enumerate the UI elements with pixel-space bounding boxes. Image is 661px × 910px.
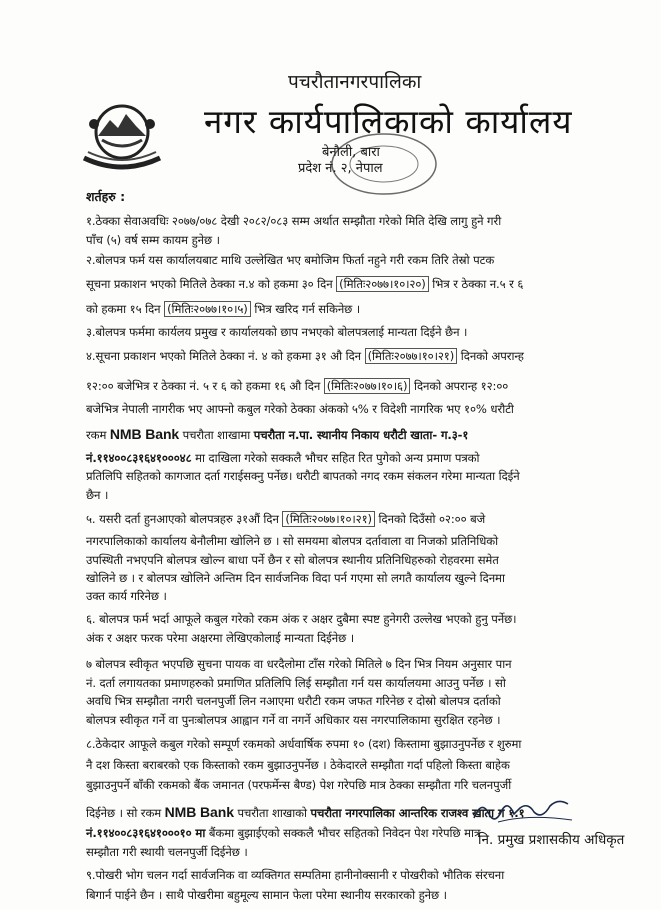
- terms-text: ६. बोलपत्र फर्म भर्दा आफूले कबुल गरेको रकम अंक र अक्षर दुबैमा स्पष्ट हुनेगरी उल्लेख भएको हुनु पर्नेछ।: [86, 612, 517, 626]
- terms-line: [86, 631, 354, 646]
- terms-line: [86, 402, 514, 417]
- terms-text: दिनको अपरान्ह: [457, 349, 524, 363]
- terms-text: (मितिः२०७७।१०।२१): [365, 348, 458, 364]
- terms-text: पचरौता नगरपालिका आन्तरिक राजश्व खाता ग १.१: [310, 806, 525, 820]
- terms-text: सम्झौता गरी स्थायी चलनपुर्जी दिईनेछ ।: [86, 845, 248, 859]
- terms-line: [86, 571, 505, 586]
- terms-text: खोलिने छ । र बोलपत्र खोलिने अन्तिम दिन सार्वजनिक विदा पर्न गएमा सो लगतै कार्यालय खुल्ने दिनमा: [86, 571, 505, 585]
- terms-line: [86, 657, 511, 672]
- terms-line: [86, 553, 499, 568]
- terms-line: [86, 778, 511, 793]
- terms-text: (मितिः२०७७।१०।२०): [336, 276, 429, 292]
- terms-line: [86, 512, 485, 527]
- terms-line: [86, 426, 468, 443]
- terms-text: नं.११४००८३१६४१०००१० मा: [86, 826, 206, 840]
- terms-text: बुझाउनुपर्ने बाँकी रकमको बैंक जमानत (परफर्मेन्स बैण्ड) पेश गरेपछि मात्र ठेक्का सम्झौता गरि चलनपुर्जी: [86, 778, 512, 792]
- terms-text: ९.पोखरी भोग चलन गर्दा सार्वजनिक वा व्यक्तिगत सम्पतिमा हानीनोक्सानी र पोखरीको भौतिक संरचना: [86, 868, 505, 882]
- terms-text: (मितिः२०७७।१०।५): [164, 301, 251, 317]
- terms-line: [86, 253, 494, 268]
- terms-text: ७ बोलपत्र स्वीकृत भएपछि सुचना पायक वा धरदैलोमा टाँस गरेको मितिले ७ दिन भित्र नियम अनुसार पान: [86, 657, 512, 671]
- terms-line: [86, 469, 520, 484]
- terms-text: १.ठेक्का सेवाअवधिः २०७७/०७८ देखी २०८२/०८३ सम्म अर्थात सम्झौता गरेको मिति देखि लागु हुने गरी: [86, 214, 502, 228]
- terms-line: [86, 694, 501, 709]
- terms-text: पचरौता न.पा. स्थानीय निकाय धरौटी खाता- ग.३-१: [253, 428, 469, 442]
- terms-text: पचरौता शाखाको: [233, 806, 311, 820]
- terms-line: [86, 534, 498, 549]
- terms-line: [86, 302, 360, 317]
- terms-line: [86, 804, 525, 821]
- terms-text: NMB Bank: [164, 804, 234, 820]
- terms-text: अवधि भित्र सम्झौता नगरी चलनपुर्जी लिन नआएमा धरौटी रकम जफत गरिनेछ र दोस्रो बोलपत्र दर्ताको: [86, 694, 501, 708]
- terms-text: रकम: [86, 428, 110, 442]
- terms-text: दिनको अपरान्ह १२:००: [410, 379, 509, 393]
- terms-text: भित्र खरिद गर्न सकिनेछ ।: [250, 302, 361, 316]
- terms-text: अंक र अक्षर फरक परेमा अक्षरमा लेखिएकोलाई मान्यता दिईनेछ ।: [86, 631, 355, 645]
- terms-line: [86, 612, 516, 627]
- terms-line: [86, 737, 521, 752]
- terms-text: नं.११४००८३१६४१०००४८: [86, 451, 192, 465]
- terms-text: पचरौता शाखामा: [179, 428, 254, 442]
- terms-text: पाँच (५) वर्ष सम्म कायम हुनेछ ।: [86, 233, 220, 247]
- terms-text: दिईनेछ । सो रकम: [86, 806, 165, 820]
- terms-line: [86, 868, 504, 883]
- terms-text: उक्त कार्य गरिनेछ ।: [86, 589, 167, 603]
- terms-line: [86, 589, 167, 604]
- terms-line: [86, 758, 510, 773]
- terms-text: बजेभित्र नेपाली नागरीक भए आफ्नो कबुल गरेको ठेक्का अंकको ५% र विदेशी नागरिक भए १०% धरौटी: [86, 402, 514, 416]
- terms-text: ५. यसरी दर्ता हुनआएको बोलपत्रहरु ३१औं दिन: [86, 512, 283, 526]
- terms-line: [86, 488, 108, 503]
- terms-text: (मितिः२०७७।१०।२१): [282, 511, 375, 527]
- terms-text: को हकमा १५ दिन: [86, 302, 165, 316]
- terms-text: (मितिः२०७७।१०।६): [324, 378, 411, 394]
- terms-line: [86, 277, 523, 292]
- nepal-emblem-icon: [74, 96, 170, 176]
- terms-text: नगरपालिकाको कार्यालय बेनौलीमा खोलिने छ । सो समयमा बोलपत्र दर्तावाला वा निजको प्रतिनिधिको: [86, 534, 499, 548]
- terms-text: ८.ठेकेदार आफूले कबुल गरेको सम्पूर्ण रकमको अर्धवार्षिक रुपमा १० (दश) किस्तामा बुझाउनुपर्नेछ र शुरुमा: [86, 737, 522, 751]
- terms-heading: शर्तहरु :: [86, 189, 126, 204]
- signature-label: नि. प्रमुख प्रशासकीय अधिकृत: [478, 832, 625, 848]
- terms-line: [86, 845, 248, 860]
- terms-text: भित्र र ठेक्का न.५ र ६: [428, 277, 524, 291]
- terms-text: उपस्थिती नभएपनि बोलपत्र खोल्न बाधा पर्ने छैन र सो बोलपत्र स्थानीय प्रतिनिधिहरुको रोहवरमा समेत: [86, 553, 499, 567]
- terms-line: [86, 713, 500, 728]
- terms-text: नै दश किस्ता बराबरको एक किस्ताको रकम बुझाउनुपर्नेछ । ठेकेदारले सम्झौता गर्दा पहिलो किस्ता बाहेक: [86, 758, 510, 772]
- terms-text: छैन ।: [86, 488, 109, 502]
- terms-line: [86, 676, 506, 691]
- terms-line: [86, 888, 447, 903]
- terms-text: दिनको दिउँसो ०२:०० बजे: [374, 512, 486, 526]
- terms-text: प्रतिलिपि सहितको कागजात दर्ता गराईसक्नु पर्नेछ। धरौटी बापतको नगद रकम संकलन गरेमा मान्यता दिईने: [86, 469, 520, 483]
- address-line-2: प्रदेश नं. २, नेपाल: [298, 161, 383, 176]
- terms-line: [86, 451, 479, 466]
- signature-icon: [468, 790, 578, 830]
- terms-line: [86, 379, 508, 394]
- terms-text: बैंकमा बुझाईएको सक्कलै भौचर सहितको निवेदन पेश गरेपछि मात्र: [205, 826, 481, 840]
- terms-text: २.बोलपत्र फर्म यस कार्यालयबाट माथि उल्लेखित भए बमोजिम फिर्ता नहुने गरी रकम तिरि तेस्रो पटक: [86, 253, 495, 267]
- terms-line: [86, 826, 480, 841]
- terms-text: बोलपत्र स्वीकृत गर्ने वा पुनःबोलपत्र आह्वान गर्ने वा नगर्ने अधिकार यस नगरपालिकामा सुरक्षित रहनेछ ।: [86, 713, 501, 727]
- office-title: नगर कार्यपालिकाको कार्यालय: [204, 102, 573, 141]
- terms-text: बिगार्न पाईने छैन । साथै पोखरीमा बहुमूल्य सामान फेला परेमा स्थानीय सरकारको हुनेछ ।: [86, 888, 447, 902]
- terms-text: NMB Bank: [109, 426, 180, 442]
- terms-text: ४.सूचना प्रकाशन भएको मितिले ठेक्का नं. ४ को हकमा ३१ औ दिन: [86, 349, 365, 363]
- terms-line: [86, 349, 524, 364]
- address-line-1: बेनौली, बारा: [322, 145, 380, 160]
- terms-text: नं. दर्ता लगायतका प्रमाणहरुको प्रमाणित प्रतिलिपि लिई सम्झौता गर्न यस कार्यालयमा आउनु पर्नेछ । सो: [86, 676, 506, 690]
- terms-text: ३.बोलपत्र फर्ममा कार्यलय प्रमुख र कार्यालयको छाप नभएको बोलपत्रलाई मान्यता दिईने छैन ।: [86, 325, 468, 339]
- terms-text: १२:०० बजेभित्र र ठेक्का नं. ५ र ६ को हकमा १६ औ दिन: [86, 379, 324, 393]
- terms-line: [86, 233, 220, 248]
- terms-line: [86, 325, 467, 340]
- terms-text: सूचना प्रकाशन भएको मितिले ठेक्का न.४ को हकमा ३० दिन: [86, 277, 337, 291]
- municipality-name: पचरौतानगरपालिका: [288, 71, 422, 93]
- terms-line: [86, 214, 501, 229]
- terms-text: मा दाखिला गरेको सक्कलै भौचर सहित रित पुगेको अन्य प्रमाण पत्रको: [191, 451, 480, 465]
